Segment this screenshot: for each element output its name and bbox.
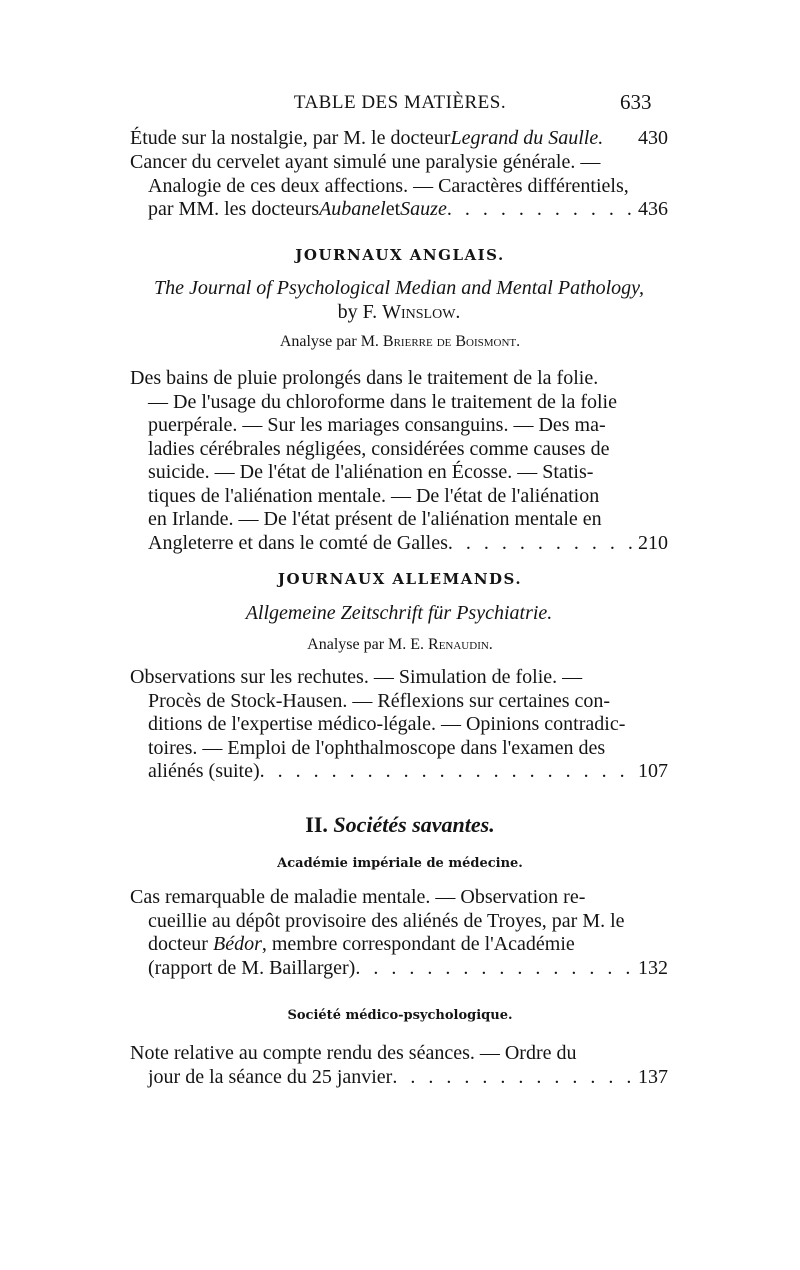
entry-text: ditions de l'expertise médico-légale. — Opinions contradic- (148, 713, 626, 735)
entry-text: toires. — Emploi de l'ophthalmoscope dans l'examen des (148, 736, 606, 759)
entry-text: par MM. les docteurs (148, 198, 320, 220)
entry-page: 137 (638, 1065, 668, 1088)
toc-entry-cancer (130, 151, 668, 222)
entry-text: aliénés (suite) (148, 760, 260, 782)
leader-dots (448, 532, 634, 556)
part-numeral: II. (305, 812, 328, 837)
subheading-academie: Académie impériale de médecine. (277, 856, 523, 871)
toc-line (130, 1066, 668, 1090)
analyse-credit-english (0, 333, 800, 351)
page-number: 633 (620, 90, 652, 114)
entry-text: docteur (148, 933, 213, 955)
entry-text: suicide. — De l'état de l'aliénation en Écosse. — Statis- (148, 461, 594, 483)
entry-text: — De l'usage du chloroforme dans le traitement de la folie (148, 390, 617, 413)
journal-title-german: Allgemeine Zeitschrift für Psychiatrie. (245, 602, 553, 624)
entry-text: Observations sur les rechutes. — Simulation de folie. — (130, 666, 583, 688)
entry-text: Des bains de pluie prolongés dans le traitement de la folie. (130, 367, 599, 389)
author-name: Sauze (400, 198, 447, 220)
analyst-name: Brierre de Boismont. (382, 333, 521, 350)
author-name: Legrand du Saulle. (450, 127, 604, 149)
journal-title-english (130, 276, 668, 324)
entry-page: 436 (638, 198, 668, 220)
author-name: Bédor (212, 933, 262, 955)
entry-text: puerpérale. — Sur les mariages consanguins. — Des ma- (148, 414, 606, 436)
subheading-societe: Société médico-psychologique. (287, 1008, 513, 1023)
journal-editor (130, 300, 668, 324)
journal-editor-name: Winslow. (382, 301, 461, 323)
entry-text (130, 933, 668, 957)
toc-entry-english-articles (130, 367, 668, 555)
entry-text: jour de la séance du 25 janvier (148, 1065, 393, 1088)
entry-text: Analogie de ces deux affections. — Caractères différentiels, (148, 174, 629, 197)
entry-text: et (385, 198, 401, 220)
entry-text: (rapport de M. Baillarger) (148, 956, 356, 979)
leader-dots (392, 1066, 634, 1090)
section-heading-journaux-allemands: JOURNAUX ALLEMANDS. (277, 570, 523, 588)
entry-text: Cas remarquable de maladie mentale. — Observation re- (130, 886, 586, 908)
entry-text: Angleterre et dans le comté de Galles (148, 531, 448, 554)
leader-dots (447, 198, 634, 222)
entry-text: Étude sur la nostalgie, par M. le docteur (130, 127, 451, 149)
section-heading-journaux-anglais: JOURNAUX ANGLAIS. (295, 246, 505, 264)
analyse-credit-german (0, 636, 800, 654)
toc-line (130, 957, 668, 981)
entry-page: 132 (638, 956, 668, 979)
toc-line (130, 532, 668, 556)
entry-text: , membre correspondant de l'Académie (261, 933, 575, 955)
part-title: Sociétés savantes. (333, 812, 495, 837)
entry-text: ladies cérébrales négligées, considérées comme causes de (148, 437, 610, 460)
entry-page: 107 (638, 760, 668, 782)
entry-text: Note relative au compte rendu des séances. — Ordre du (130, 1042, 577, 1064)
entry-text: Cancer du cervelet ayant simulé une paralysie générale. — (130, 151, 601, 173)
entry-text: cueillie au dépôt provisoire des aliénés de Troyes, par M. le (148, 909, 625, 932)
toc-entry-german-articles (130, 666, 668, 784)
running-header-title: TABLE DES MATIÈRES. (293, 92, 507, 113)
toc-entry-nostalgie (130, 127, 668, 151)
entry-text: Procès de Stock-Hausen. — Réflexions sur certaines con- (148, 689, 611, 712)
journal-editor-prefix: by F. (337, 301, 383, 323)
toc-line (130, 127, 668, 151)
toc-line (130, 760, 668, 784)
author-name: Aubanel (319, 198, 386, 220)
toc-entry-societe (130, 1042, 668, 1089)
entry-page: 430 (638, 127, 668, 149)
part-heading (0, 812, 800, 838)
analyse-prefix: Analyse par M. (279, 333, 383, 350)
analyse-prefix: Analyse par M. E. (307, 636, 429, 653)
journal-title-line: The Journal of Psychological Median and Mental Pathology, (154, 277, 644, 299)
toc-line (130, 198, 668, 222)
leader-dots (355, 957, 634, 981)
leader-dots (260, 760, 634, 784)
entry-text: tiques de l'aliénation mentale. — De l'état de l'aliénation (148, 484, 600, 507)
toc-entry-academie (130, 886, 668, 980)
entry-page: 210 (638, 531, 668, 554)
entry-text: en Irlande. — De l'état présent de l'aliénation mentale en (148, 508, 602, 530)
analyst-name: Renaudin. (428, 636, 493, 653)
